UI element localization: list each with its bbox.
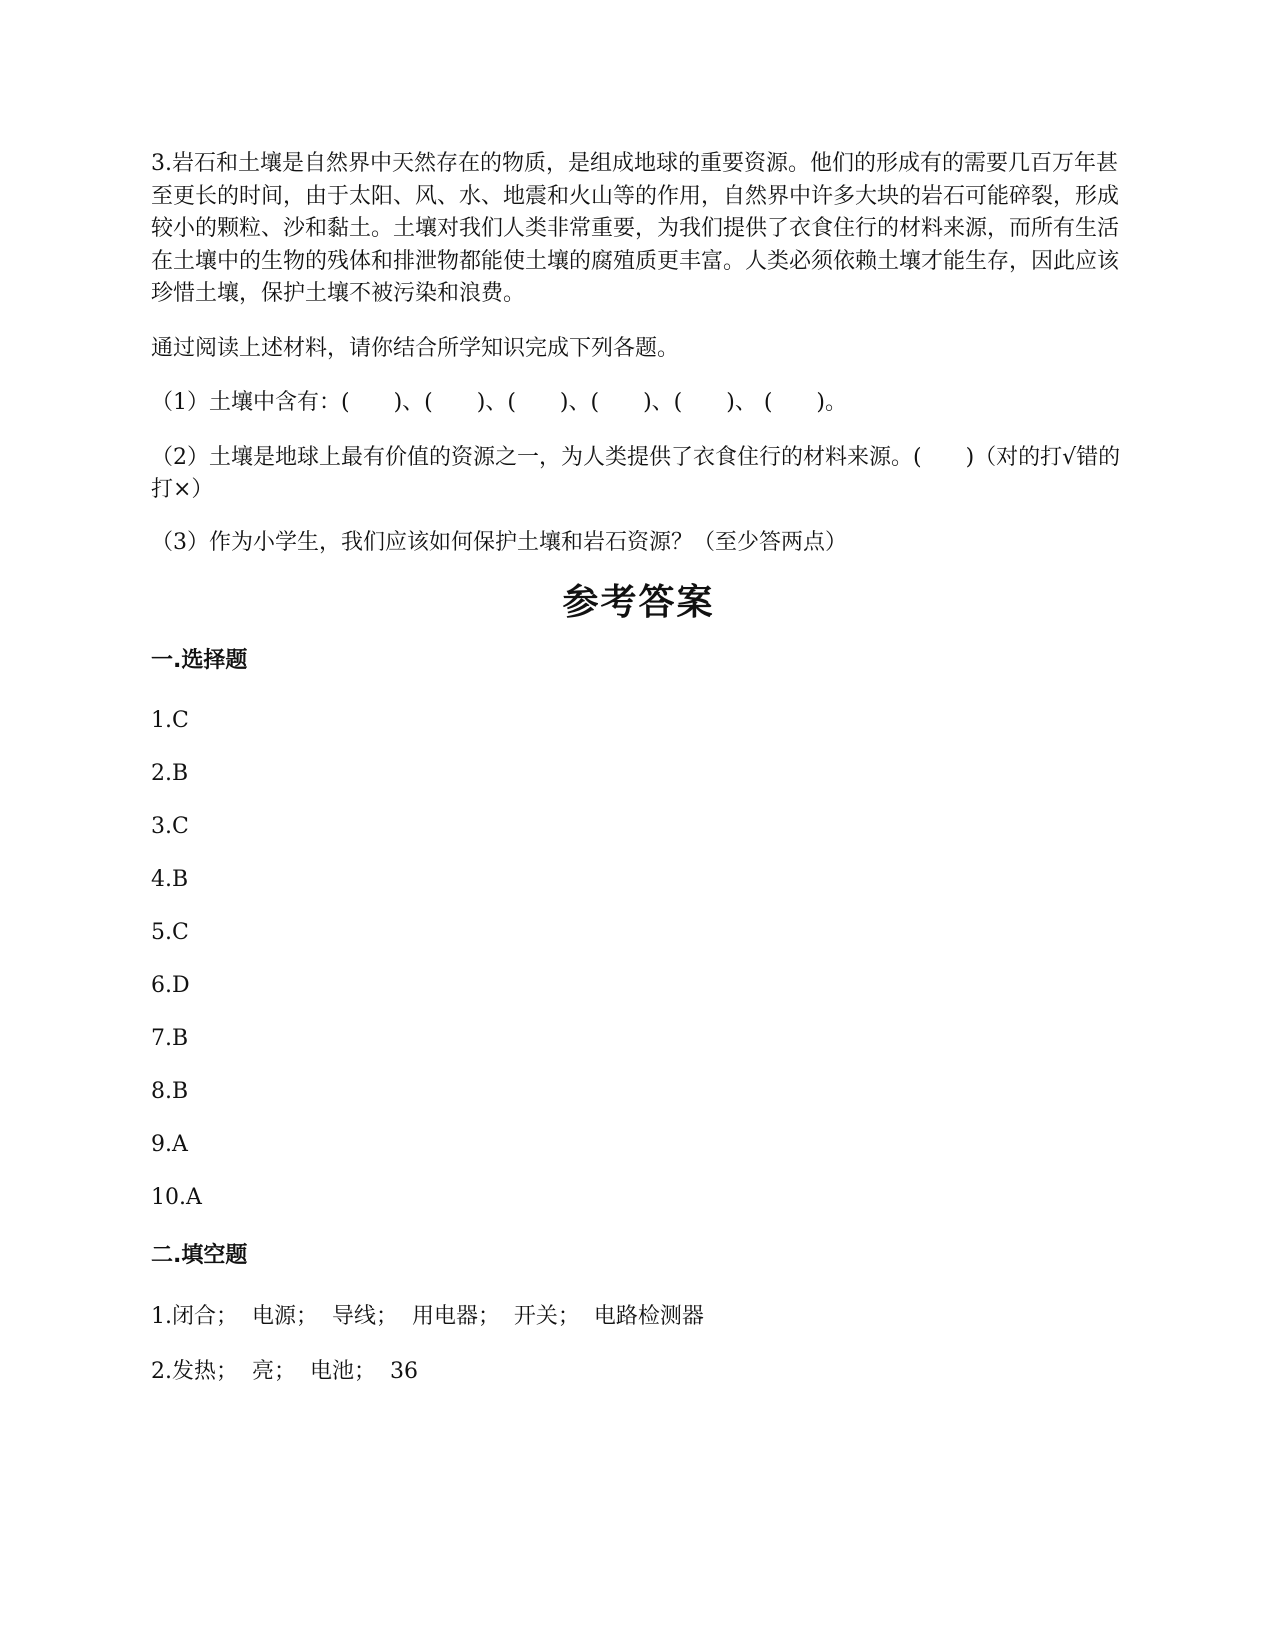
answer-item: 9.A: [151, 1132, 188, 1157]
answer-item: 5.C: [151, 920, 189, 945]
reading-passage: 3.岩石和土壤是自然界中天然存在的物质，是组成地球的重要资源。他们的形成有的需要几百万年甚至更长的时间，由于太阳、风、水、地震和火山等的作用，自然界中许多大块的岩石可能碎裂，形成较小的颗粒、沙和黏土。土壤对我们人类非常重要，为我们提供了衣食住行的材料来源，而所有生活在土壤中的生物的残体和排泄物都能使土壤的腐殖质更丰富。人类必须依赖土壤才能生存，因此应该珍惜土壤，保护土壤不被污染和浪费。: [151, 151, 1120, 306]
passage-instruction: 通过阅读上述材料，请你结合所学知识完成下列各题。: [151, 335, 680, 361]
answer-item: 2.发热； 亮； 电池； 36: [151, 1359, 418, 1384]
answer-item: 3.C: [151, 814, 189, 839]
section-heading-multiple-choice: 一.选择题: [151, 648, 248, 673]
answer-item: 1.C: [151, 708, 189, 733]
answer-item: 10.A: [151, 1185, 202, 1210]
answer-item: 7.B: [151, 1026, 189, 1051]
document-page: [151, 148, 1126, 1388]
answer-item: 6.D: [151, 973, 190, 998]
answer-key-title: 参考答案: [562, 582, 715, 623]
answer-item: 1.闭合； 电源； 导线； 用电器； 开关； 电路检测器: [151, 1304, 704, 1329]
fill-in-blank-answer-list: [151, 1301, 1126, 1388]
question-2: （2）土壤是地球上最有价值的资源之一，为人类提供了衣食住行的材料来源。( )（对的打√错的打×）: [151, 444, 1121, 502]
question-3: （3）作为小学生，我们应该如何保护土壤和岩石资源？（至少答两点）: [151, 529, 847, 555]
answer-item: 2.B: [151, 761, 189, 786]
section-heading-fill-in-blank: 二.填空题: [151, 1243, 248, 1268]
question-1: （1）土壤中含有：( )、( )、( )、( )、( )、 ( )。: [151, 390, 847, 415]
answer-item: 8.B: [151, 1079, 189, 1104]
multiple-choice-answer-list: [151, 705, 1126, 1214]
answer-item: 4.B: [151, 867, 189, 892]
